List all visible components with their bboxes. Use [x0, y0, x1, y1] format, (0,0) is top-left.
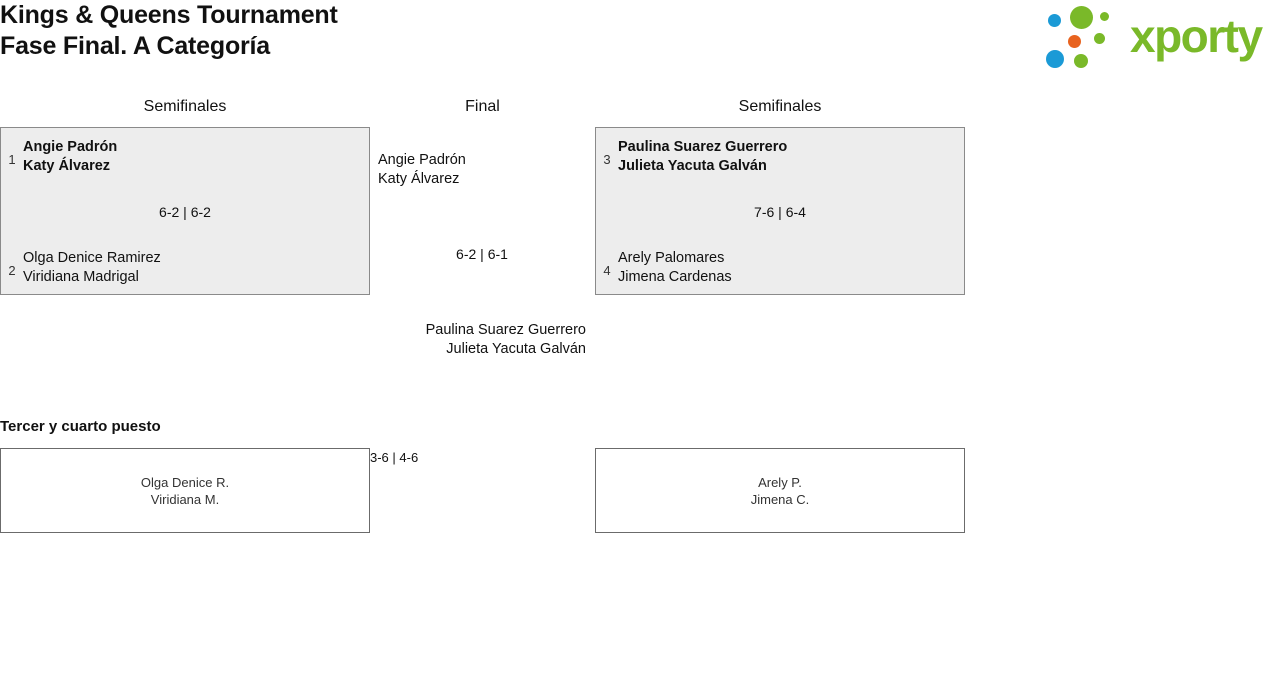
logo-dot-orange-icon: [1068, 35, 1081, 48]
match-semifinal-right[interactable]: [595, 127, 965, 295]
player-name-1: Olga Denice Ramirez: [23, 250, 161, 266]
logo-dot-blue-small-icon: [1048, 14, 1061, 27]
player-name-2: Jimena C.: [750, 492, 810, 507]
title-line-1: Kings & Queens Tournament: [0, 1, 338, 29]
team-names: [618, 249, 732, 287]
player-name-1: Arely P.: [758, 475, 802, 490]
seed-number: 1: [8, 152, 16, 167]
player-name-2: Julieta Yacuta Galván: [618, 158, 767, 174]
logo-dot-green-large-icon: [1070, 6, 1093, 29]
final-score: 6-2 | 6-1: [456, 246, 508, 262]
player-name-2: Katy Álvarez: [23, 158, 111, 174]
match-team-top[interactable]: [1, 138, 117, 176]
logo-dot-blue-large-icon: [1046, 50, 1064, 68]
final-team-top[interactable]: [378, 151, 466, 189]
round-label-final: Final: [465, 98, 500, 115]
player-name-2: Viridiana Madrigal: [23, 269, 139, 285]
page-title: [0, 0, 720, 62]
player-name-2: Katy Álvarez: [378, 171, 460, 187]
third-place-title: Tercer y cuarto puesto: [0, 418, 161, 435]
logo-wordmark: xporty: [1130, 10, 1262, 62]
team-names: [23, 249, 161, 287]
player-name-1: Arely Palomares: [618, 250, 725, 266]
xporty-logo: [1042, 6, 1272, 68]
logo-dot-green-tiny-icon: [1100, 12, 1109, 21]
match-team-bottom[interactable]: [1, 249, 161, 287]
match-score: 7-6 | 6-4: [754, 204, 806, 220]
title-line-2: Fase Final. A Categoría: [0, 32, 271, 60]
player-name-2: Jimena Cardenas: [618, 269, 732, 285]
player-name-2: Viridiana M.: [150, 492, 220, 507]
logo-dot-green-small-icon: [1074, 54, 1088, 68]
match-team-bottom[interactable]: [596, 249, 732, 287]
seed-number: 2: [8, 263, 16, 278]
seed-number: 4: [603, 263, 611, 278]
team-names: [618, 138, 787, 176]
team-names: [23, 138, 117, 176]
player-name-2: Julieta Yacuta Galván: [446, 341, 586, 357]
match-team-top[interactable]: [596, 138, 787, 176]
round-label-semifinals-left: Semifinales: [143, 98, 227, 115]
player-name-1: Angie Padrón: [23, 139, 118, 155]
player-name-1: Paulina Suarez Guerrero: [618, 139, 788, 155]
player-name-1: Angie Padrón: [378, 152, 466, 168]
match-semifinal-left[interactable]: [0, 127, 370, 295]
final-team-bottom[interactable]: [378, 321, 586, 359]
third-place-team-right: [595, 474, 965, 508]
seed-number: 3: [603, 152, 611, 167]
match-score: 6-2 | 6-2: [159, 204, 211, 220]
player-name-1: Olga Denice R.: [140, 475, 230, 490]
player-name-1: Paulina Suarez Guerrero: [425, 322, 586, 338]
third-place-score: 3-6 | 4-6: [370, 450, 419, 465]
third-place-team-left: [0, 474, 370, 508]
logo-dot-green-mid-icon: [1094, 33, 1105, 44]
round-label-semifinals-right: Semifinales: [738, 98, 822, 115]
